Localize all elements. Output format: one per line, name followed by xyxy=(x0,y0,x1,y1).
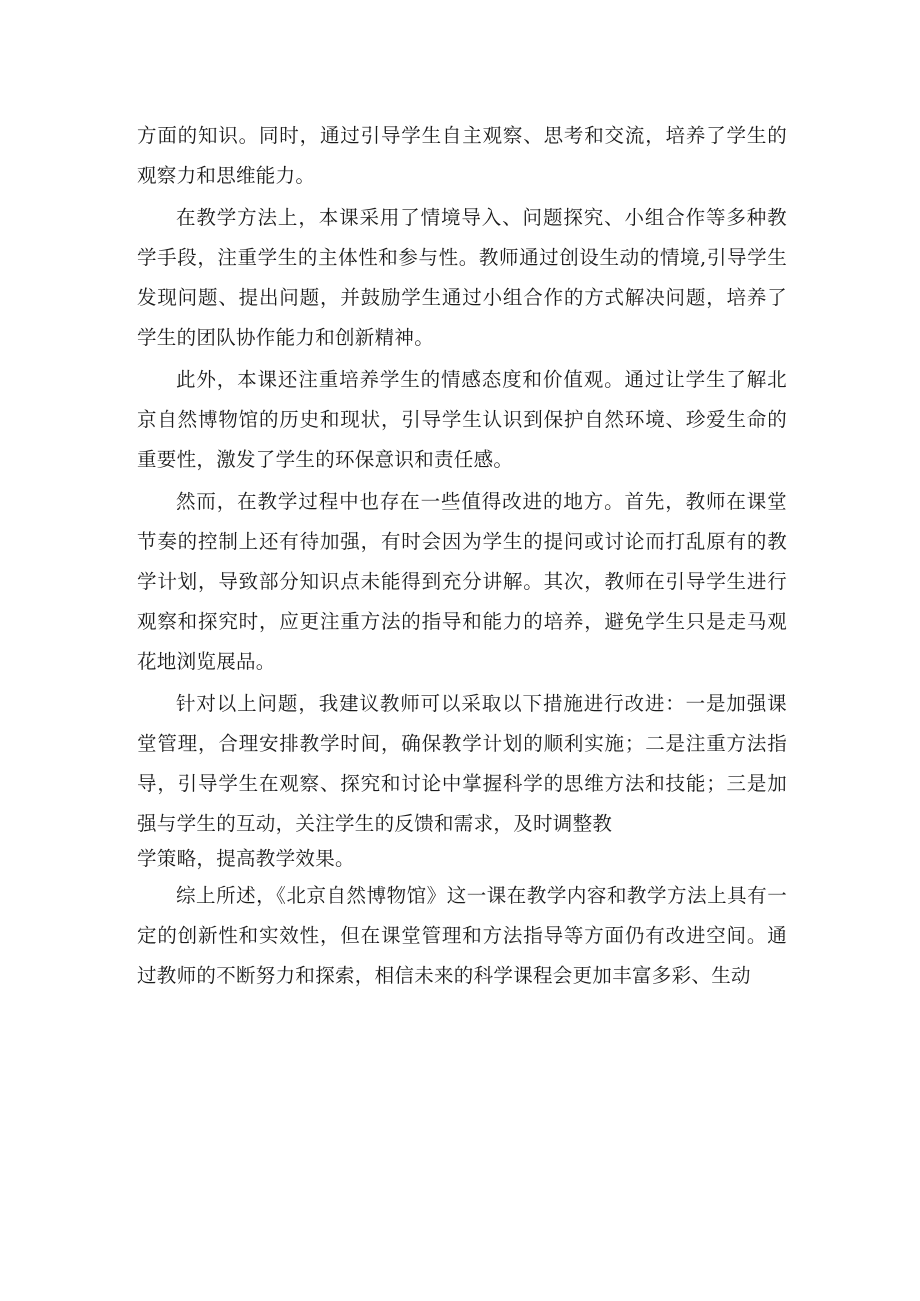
paragraph-3: 此外，本课还注重培养学生的情感态度和价值观。通过让学生了解北京自然博物馆的历史和现状，引导学生认识到保护自然环境、珍爱生命的重要性，激发了学生的环保意识和责任感。 xyxy=(137,368,787,471)
paragraph-5 xyxy=(137,684,787,874)
paragraph-6: 综上所述，《北京自然博物馆》这一课在教学内容和教学方法上具有一定的创新性和实效性，但在课堂管理和方法指导等方面仍有改进空间。通过教师的不断努力和探索，相信未来的科学课程会更加丰富多彩、生动 xyxy=(137,884,787,987)
paragraph-5-tail: 学策略，提高教学效果。 xyxy=(137,847,355,870)
paragraph-1: 方面的知识。同时，通过引导学生自主观察、思考和交流，培养了学生的观察力和思维能力。 xyxy=(137,124,787,187)
paragraph-5-main: 针对以上问题，我建议教师可以采取以下措施进行改进：一是加强课堂管理，合理安排教学时间，确保教学计划的顺利实施；二是注重方法指导，引导学生在观察、探究和讨论中掌握科学的思维方法和技能；三是加强与学生的互动，关注学生的反馈和需求，及时调整教 xyxy=(137,692,787,835)
paragraph-4: 然而，在教学过程中也存在一些值得改进的地方。首先，教师在课堂节奏的控制上还有待加强，有时会因为学生的提问或讨论而打乱原有的教学计划，导致部分知识点未能得到充分讲解。其次，教师在引导学生进行观察和探究时，应更注重方法的指导和能力的培养，避免学生只是走马观花地浏览展品。 xyxy=(137,490,787,673)
paragraph-2: 在教学方法上，本课采用了情境导入、问题探究、小组合作等多种教学手段，注重学生的主体性和参与性。教师通过创设生动的情境,引导学生发现问题、提出问题，并鼓励学生通过小组合作的方式解决问题，培养了学生的团队协作能力和创新精神。 xyxy=(137,206,787,349)
document-body xyxy=(137,116,787,996)
